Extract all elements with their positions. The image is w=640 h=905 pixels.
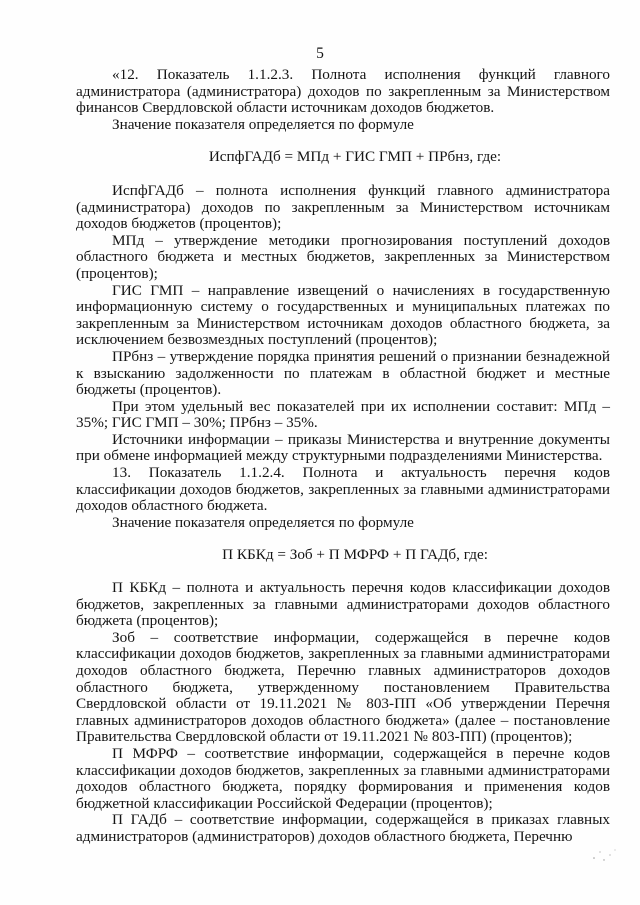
formula-p-kbkd: П КБКд = Зоб + П МФРФ + П ГАДб, где: [222, 546, 488, 564]
formula-ispfgadb: ИспфГАДб = МПд + ГИС ГМП + ПРбнз, где: [208, 148, 502, 166]
scan-specks [590, 846, 620, 866]
definition-mpd: МПд – утверждение методики прогнозирования поступлений доходов областного бюджета и местных бюджетов, закрепленных за Министерством (процентов); [76, 231, 610, 282]
definition-zob: Зоб – соответствие информации, содержащейся в перечне кодов классификации доходов бюджетов, закрепленных за главными администраторами доходов областного бюджета, Перечню главных администраторов доходов областного бюджета, утвержденному постановлением Правительства Свердловской области от 19.11.2021 № 803-ПП «Об утверждении Перечня главных администраторов доходов областного бюджета» (далее – постановление Правительства Свердловской области от 19.11.2021 № 803-ПП) (процентов); [76, 628, 610, 746]
definition-p-kbkd: П КБКд – полнота и актуальность перечня кодов классификации доходов бюджетов, закрепленных за главными администраторами доходов областного бюджета (процентов); [76, 579, 610, 630]
sources-paragraph: Источники информации – приказы Министерства и внутренние документы при обмене информацией между структурными подразделениями Министерства. [76, 430, 610, 465]
definition-p-gadb: П ГАДб – соответствие информации, содержащейся в приказах главных администраторов (администраторов) доходов областного бюджета, Перечню [76, 811, 610, 845]
weights-paragraph: При этом удельный вес показателей при их исполнении составит: МПд – 35%; ГИС ГМП – 30%; ПРбнз – 35%. [76, 397, 610, 432]
definition-ispfgadb: ИспфГАДб – полнота исполнения функций главного администратора (администратора) доходов по закрепленным за Министерством источникам доходов бюджетов (процентов); [76, 181, 610, 233]
formula-intro: Значение показателя определяется по формуле [112, 115, 414, 133]
page-number: 5 [316, 45, 324, 62]
document-body [76, 67, 610, 846]
paragraph-indicator-1-1-2-4: 13. Показатель 1.1.2.4. Полнота и актуальность перечня кодов классификации доходов бюджетов, закрепленных за главными администраторами доходов областного бюджета. [76, 464, 610, 515]
definition-prbnz: ПРбнз – утверждение порядка принятия решений о признании безнадежной к взысканию задолженности по платежам в областной бюджет и местные бюджеты (процентов). [76, 347, 610, 399]
definition-gis-gmp: ГИС ГМП – направление извещений о начислениях в государственную информационную систему о государственных и муниципальных платежах по закрепленным за Министерством источникам доходов областного бюджета, за исключением безвозмездных поступлений (процентов); [76, 281, 610, 349]
formula-intro-2: Значение показателя определяется по формуле [112, 513, 414, 531]
definition-p-mfrf: П МФРФ – соответствие информации, содержащейся в перечне кодов классификации доходов бюджетов, закрепленных за главными администраторами доходов областного бюджета, порядку формирования и применения кодов бюджетной классификации Российской Федерации (процентов); [76, 744, 610, 812]
paragraph-indicator-1-1-2-3: «12. Показатель 1.1.2.3. Полнота исполнения функций главного администратора (администратора) доходов по закрепленным за Министерством финансов Свердловской области источникам доходов бюджетов. [76, 66, 610, 117]
